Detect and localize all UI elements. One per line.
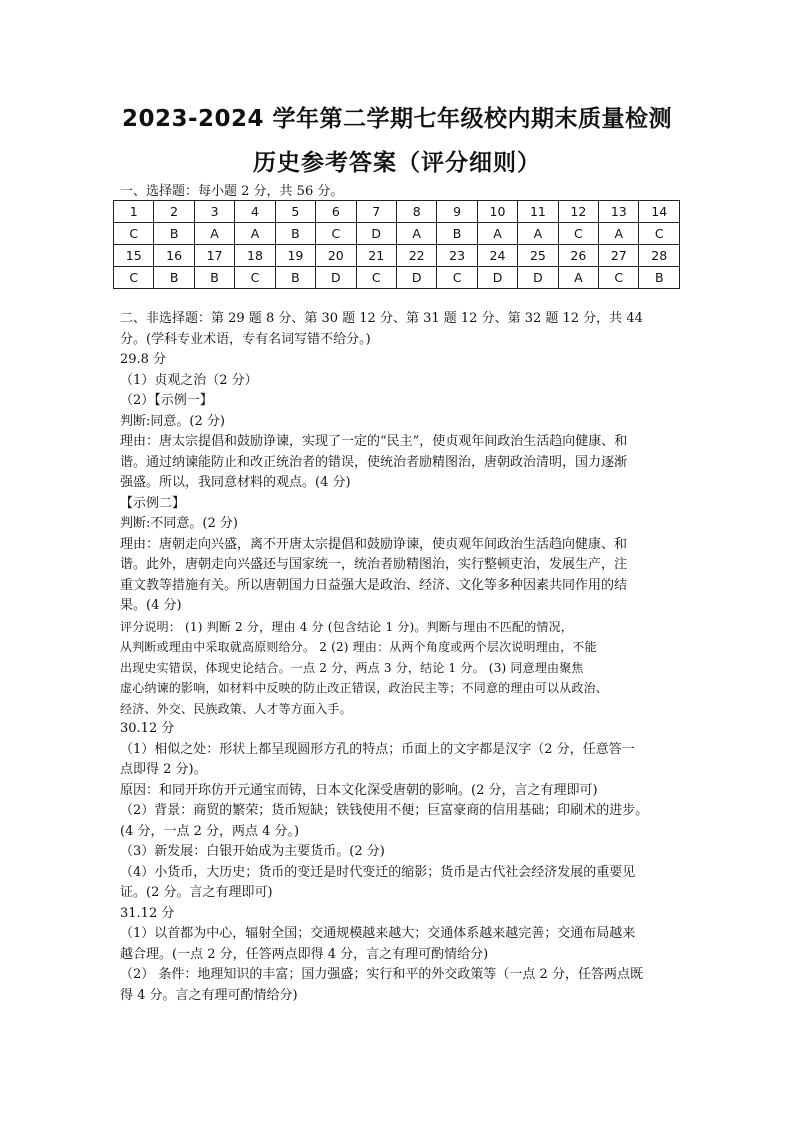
text-line: （3）新发展：白银开始成为主要货币。(2 分) — [120, 844, 385, 859]
question-number-cell: 22 — [396, 245, 436, 267]
answer-explanations — [120, 309, 682, 1006]
answer-cell: D — [356, 223, 396, 245]
text-line: 越合理。(一点 2 分，任答两点即得 4 分，言之有理可酌情给分) — [120, 946, 489, 962]
question-number-cell: 17 — [194, 245, 234, 267]
text-line: 二、非选择题：第 29 题 8 分、第 30 题 12 分、第 31 题 12 分、第 32 题 12 分，共 44 — [120, 311, 643, 326]
question-number-cell: 24 — [477, 245, 517, 267]
answer-cell: C — [599, 267, 639, 289]
question-number-cell: 28 — [639, 245, 680, 267]
answer-table — [113, 200, 680, 289]
answer-cell: B — [437, 223, 477, 245]
answer-cell: D — [518, 267, 558, 289]
text-line: 谐。此外，唐朝走向兴盛还与国家统一，统治者励精图治，实行整顿吏治，发展生产，注 — [120, 557, 628, 572]
question-number-cell: 12 — [558, 201, 598, 223]
answer-cell: A — [599, 223, 639, 245]
answer-cell: C — [114, 223, 154, 245]
answer-cell: D — [477, 267, 517, 289]
question-number-row — [114, 245, 680, 267]
question-number-cell: 26 — [558, 245, 598, 267]
question-number-cell: 6 — [316, 201, 356, 223]
answer-cell: C — [235, 267, 275, 289]
question-number-cell: 21 — [356, 245, 396, 267]
question-number-cell: 1 — [114, 201, 154, 223]
answer-cell: A — [558, 267, 598, 289]
answer-cell: D — [316, 267, 356, 289]
document-title: 2023-2024 学年第二学期七年级校内期末质量检测 — [121, 106, 673, 132]
text-line: 判断:同意。(2 分) — [120, 413, 225, 429]
answer-cell: B — [154, 267, 194, 289]
question-number-cell: 27 — [599, 245, 639, 267]
text-line: 判断:不同意。(2 分) — [120, 516, 238, 531]
answer-cell: B — [275, 223, 315, 245]
text-line: 点即得 2 分)。 — [120, 762, 207, 777]
answer-cell: A — [518, 223, 558, 245]
answer-cell: A — [396, 223, 436, 245]
answer-cell: A — [194, 223, 234, 245]
question-number-cell: 7 — [356, 201, 396, 223]
answer-cell: D — [396, 267, 436, 289]
text-line: （2） 条件：地理知识的丰富；国力强盛；实行和平的外交政策等（一点 2 分，任答两点既 — [120, 967, 643, 982]
answer-cell: C — [316, 223, 356, 245]
answer-cell: C — [114, 267, 154, 289]
answer-cell: C — [558, 223, 598, 245]
answer-cell: B — [639, 267, 680, 289]
section1-heading: 一、选择题：每小题 2 分，共 56 分。 — [120, 184, 344, 199]
question-number-cell: 18 — [235, 245, 275, 267]
text-line: 31.12 分 — [120, 905, 175, 921]
question-number-cell: 5 — [275, 201, 315, 223]
question-number-cell: 8 — [396, 201, 436, 223]
text-line: 从判断或理由中采取就高原则给分。 2 (2) 理由：从两个角度或两个层次说明理由，不能 — [120, 640, 597, 654]
text-line: 出现史实错误，体现史论结合。一点 2 分，两点 3 分，结论 1 分。 (3) 同意理由聚焦 — [120, 660, 584, 675]
text-line: 30.12 分 — [120, 721, 175, 736]
text-line: 经济、外交、民族政策、人才等方面入手。 — [120, 701, 352, 716]
answer-cell: A — [477, 223, 517, 245]
question-number-cell: 19 — [275, 245, 315, 267]
text-line: 谐。通过纳谏能防止和改正统治者的错误，使统治者励精图治，唐朝政治清明，国力逐渐 — [120, 454, 628, 470]
question-number-cell: 4 — [235, 201, 275, 223]
text-line: 分。(学科专业术语，专有名词写错不给分。) — [120, 331, 371, 347]
question-number-cell: 16 — [154, 245, 194, 267]
text-line: 【示例二】 — [120, 495, 186, 511]
text-line: 理由：唐太宗提倡和鼓励诤谏，实现了一定的“民主”，使贞观年间政治生活趋向健康、和 — [120, 434, 628, 449]
text-line: （1）贞观之治（2 分） — [120, 372, 258, 388]
answer-cell: B — [194, 267, 234, 289]
text-line: 证。(2 分。言之有理即可) — [120, 885, 273, 900]
question-number-cell: 9 — [437, 201, 477, 223]
question-number-cell: 3 — [194, 201, 234, 223]
question-number-cell: 13 — [599, 201, 639, 223]
text-line: 重文教等措施有关。所以唐朝国力日益强大是政治、经济、文化等多种因素共同作用的结 — [120, 577, 628, 593]
text-line: （1）以首都为中心，辐射全国；交通规模越来越大；交通体系越来越完善；交通布局越来 — [120, 926, 636, 941]
text-line: 理由：唐朝走向兴盛，离不开唐太宗提倡和鼓励诤谏，使贞观年间政治生活趋向健康、和 — [120, 536, 628, 552]
answer-cell: C — [437, 267, 477, 289]
answer-cell: B — [275, 267, 315, 289]
question-number-cell: 20 — [316, 245, 356, 267]
answer-row — [114, 267, 680, 289]
text-line: 果。(4 分) — [120, 598, 182, 613]
answer-cell: B — [154, 223, 194, 245]
text-line: （2）【示例一】 — [120, 393, 213, 408]
text-line: 得 4 分。言之有理可酌情给分) — [120, 987, 298, 1003]
question-number-cell: 2 — [154, 201, 194, 223]
text-line: （1）相似之处：形状上都呈现圆形方孔的特点；币面上的文字都是汉字（2 分，任意答一 — [120, 741, 635, 757]
question-number-cell: 25 — [518, 245, 558, 267]
answer-row — [114, 223, 680, 245]
text-line: 评分说明： (1) 判断 2 分，理由 4 分 (包含结论 1 分)。判断与理由不匹配的情况， — [120, 619, 573, 634]
text-line: 29.8 分 — [120, 352, 167, 367]
text-line: 虚心纳谏的影响，如材料中反映的防止改正错误，政治民主等；不同意的理由可以从政治、 — [120, 681, 609, 695]
document-subtitle: 历史参考答案（评分细则） — [253, 150, 541, 176]
text-line: 原因：和同开珎仿开元通宝而铸，日本文化深受唐朝的影响。(2 分，言之有理即可) — [120, 782, 598, 798]
answer-cell: A — [235, 223, 275, 245]
question-number-cell: 10 — [477, 201, 517, 223]
question-number-cell: 11 — [518, 201, 558, 223]
text-line: （2）背景：商贸的繁荣；货币短缺；铁钱使用不便；巨富豪商的信用基础；印刷术的进步。 — [120, 803, 649, 818]
question-number-cell: 15 — [114, 245, 154, 267]
text-line: 强盛。所以，我同意材料的观点。(4 分) — [120, 475, 351, 490]
question-number-row — [114, 201, 680, 223]
question-number-cell: 23 — [437, 245, 477, 267]
text-line: (4 分，一点 2 分，两点 4 分。) — [120, 823, 300, 839]
answer-cell: C — [356, 267, 396, 289]
answer-cell: C — [639, 223, 680, 245]
question-number-cell: 14 — [639, 201, 680, 223]
text-line: （4）小货币，大历史；货币的变迁是时代变迁的缩影；货币是古代社会经济发展的重要见 — [120, 864, 636, 880]
